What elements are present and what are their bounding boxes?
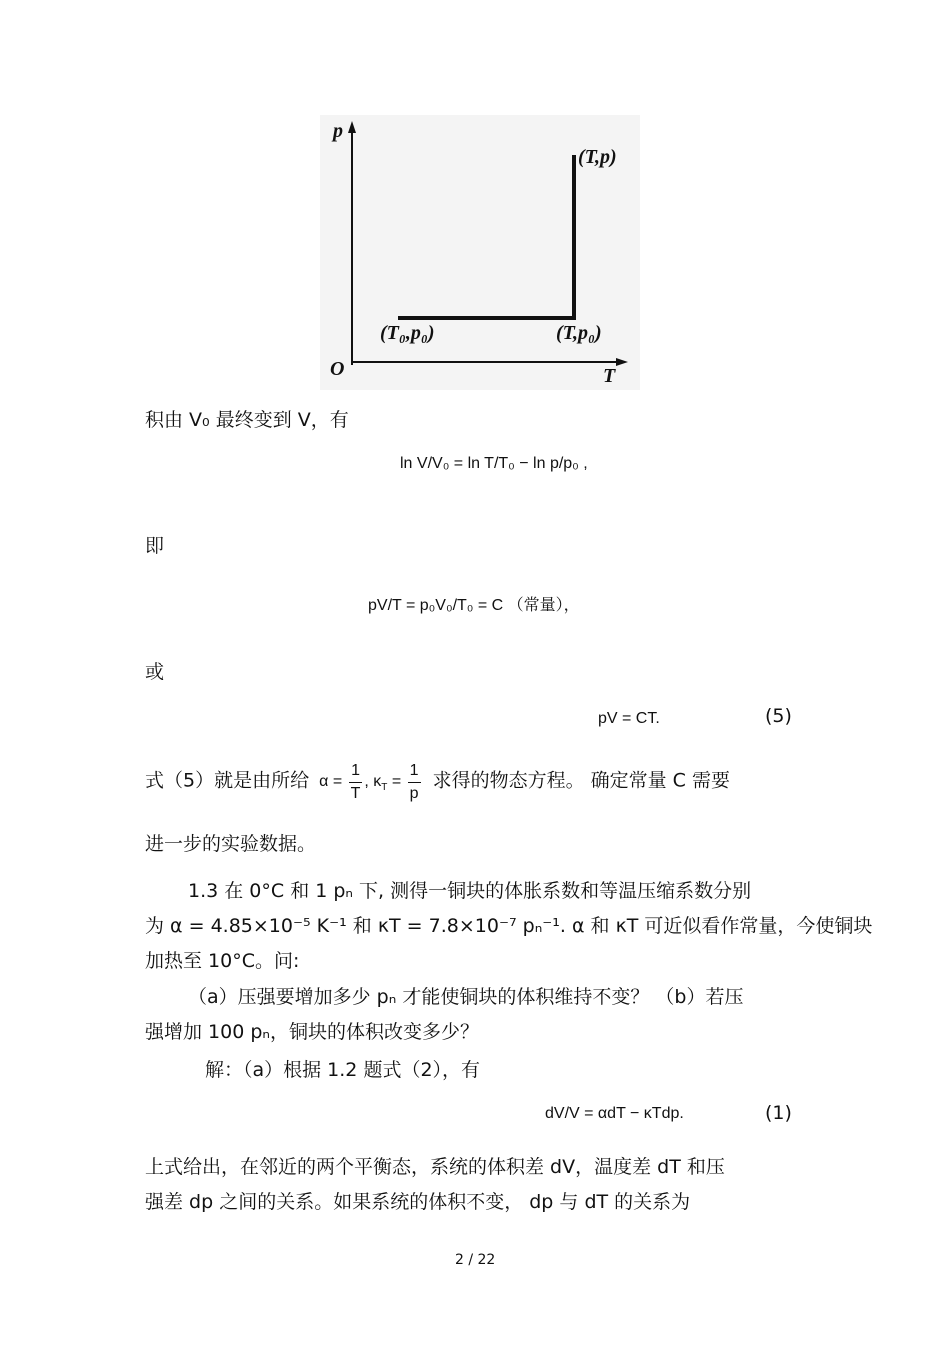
equation-5: pV = CT.	[598, 710, 660, 727]
problem-text: 加热至 10°C。问:	[145, 950, 300, 972]
text-line: 进一步的实验数据。	[145, 833, 317, 855]
point-corner-label: (T,p₀)	[556, 322, 602, 344]
page-number: 2 / 22	[455, 1252, 496, 1268]
point-end-label: (T,p)	[578, 146, 617, 168]
solution-text: 解：（a）根据 1.2 题式（2），有	[205, 1059, 481, 1081]
x-axis-label: T	[603, 365, 616, 387]
text-line: 积由 V₀ 最终变到 V，有	[145, 409, 349, 431]
text-line: 或	[145, 661, 165, 683]
solution-text: 上式给出，在邻近的两个平衡态，系统的体积差 dV，温度差 dT 和压	[145, 1156, 725, 1178]
problem-text: 强增加 100 pₙ，铜块的体积改变多少？	[145, 1021, 479, 1043]
text-line: 即	[145, 535, 165, 557]
equation-ln: ln V/V₀ = ln T/T₀ − ln p/p₀ ,	[400, 455, 588, 472]
equation-state: pV/T = p₀V₀/T₀ = C （常量），	[368, 597, 580, 614]
problem-text: 1.3 在 0°C 和 1 pₙ 下, 测得一铜块的体胀系数和等温压缩系数分别	[188, 880, 752, 902]
equation-number: (1)	[765, 1102, 792, 1124]
text-line: 式（5）就是由所给 α = $\frac{1}{T}$ , $\kappa_T$ = $\frac{1}{p}$ 求得的物态方程。 确定常量 C 需要	[145, 762, 730, 802]
origin-label: O	[330, 358, 345, 380]
solution-text: 强差 dp 之间的关系。如果系统的体积不变， dp 与 dT 的关系为	[145, 1191, 691, 1213]
problem-text: （a）压强要增加多少 pₙ 才能使铜块的体积维持不变？ （b）若压	[188, 986, 744, 1008]
equation-number: (5)	[765, 705, 792, 727]
problem-text: 为 α = 4.85×10⁻⁵ K⁻¹ 和 κT = 7.8×10⁻⁷ pₙ⁻¹. α 和 κT 可近似看作常量，今使铜块	[145, 915, 873, 937]
point-start-label: (T₀,p₀)	[380, 322, 435, 344]
equation-1: dV/V = αdT − κTdp.	[545, 1105, 684, 1122]
y-axis-label: p	[333, 120, 343, 142]
